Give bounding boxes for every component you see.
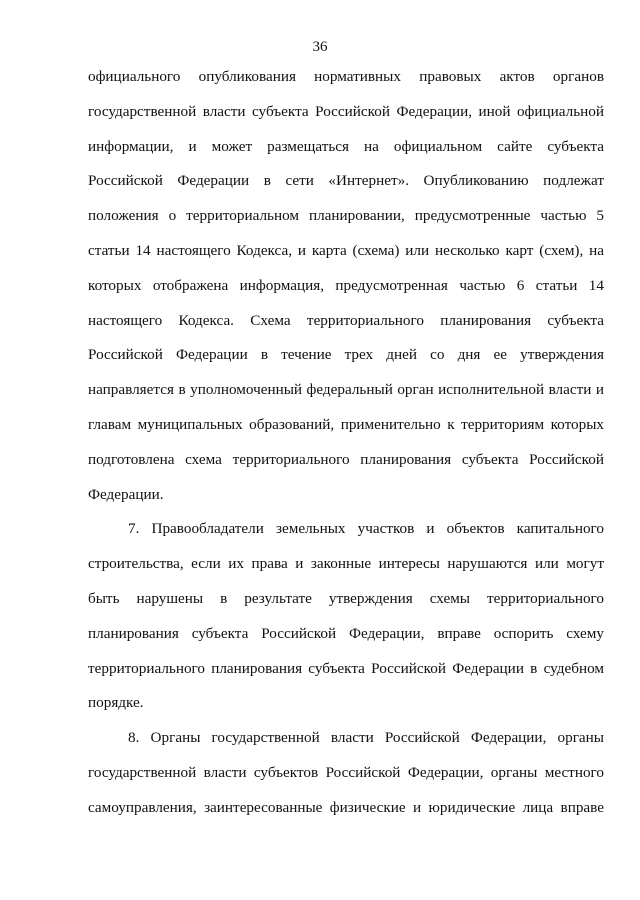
text-line: государственной власти субъекта Российской Федерации, иной официальной	[88, 102, 604, 120]
text-line: планирования субъекта Российской Федерации, вправе оспорить схему	[88, 624, 604, 642]
text-line: главам муниципальных образований, применительно к территориям которых	[88, 415, 604, 433]
text-line: порядке.	[88, 694, 144, 712]
text-line: Российской Федерации в течение трех дней со дня ее утверждения	[88, 346, 604, 364]
text-line: территориального планирования субъекта Российской Федерации в судебном	[88, 659, 604, 677]
text-line: настоящего Кодекса. Схема территориального планирования субъекта	[88, 311, 604, 329]
text-line: самоуправления, заинтересованные физические и юридические лица вправе	[88, 798, 604, 816]
paragraph-continuation	[88, 60, 604, 512]
text-line: статьи 14 настоящего Кодекса, и карта (схема) или несколько карт (схем), на	[88, 241, 604, 259]
text-line: направляется в уполномоченный федеральный орган исполнительной власти и	[88, 381, 604, 399]
text-line: быть нарушены в результате утверждения схемы территориального	[88, 589, 604, 607]
text-line: информации, и может размещаться на официальном сайте субъекта	[88, 137, 604, 155]
text-line: 7. Правообладатели земельных участков и объектов капитального	[128, 520, 604, 538]
text-line: положения о территориальном планировании, предусмотренные частью 5	[88, 207, 604, 225]
text-line: официального опубликования нормативных правовых актов органов	[88, 68, 604, 85]
text-line: которых отображена информация, предусмотренная частью 6 статьи 14	[88, 276, 604, 294]
paragraph-7	[88, 512, 604, 721]
body-text	[88, 60, 604, 826]
text-line: Российской Федерации в сети «Интернет». Опубликованию подлежат	[88, 172, 604, 190]
text-line: строительства, если их права и законные интересы нарушаются или могут	[88, 555, 604, 573]
page-number: 36	[312, 39, 328, 55]
text-line: государственной власти субъектов Российской Федерации, органы местного	[88, 763, 604, 781]
text-line: 8. Органы государственной власти Российской Федерации, органы	[128, 729, 604, 747]
paragraph-8	[88, 721, 604, 825]
text-line: Федерации.	[88, 485, 164, 503]
text-line: подготовлена схема территориального планирования субъекта Российской	[88, 450, 604, 468]
